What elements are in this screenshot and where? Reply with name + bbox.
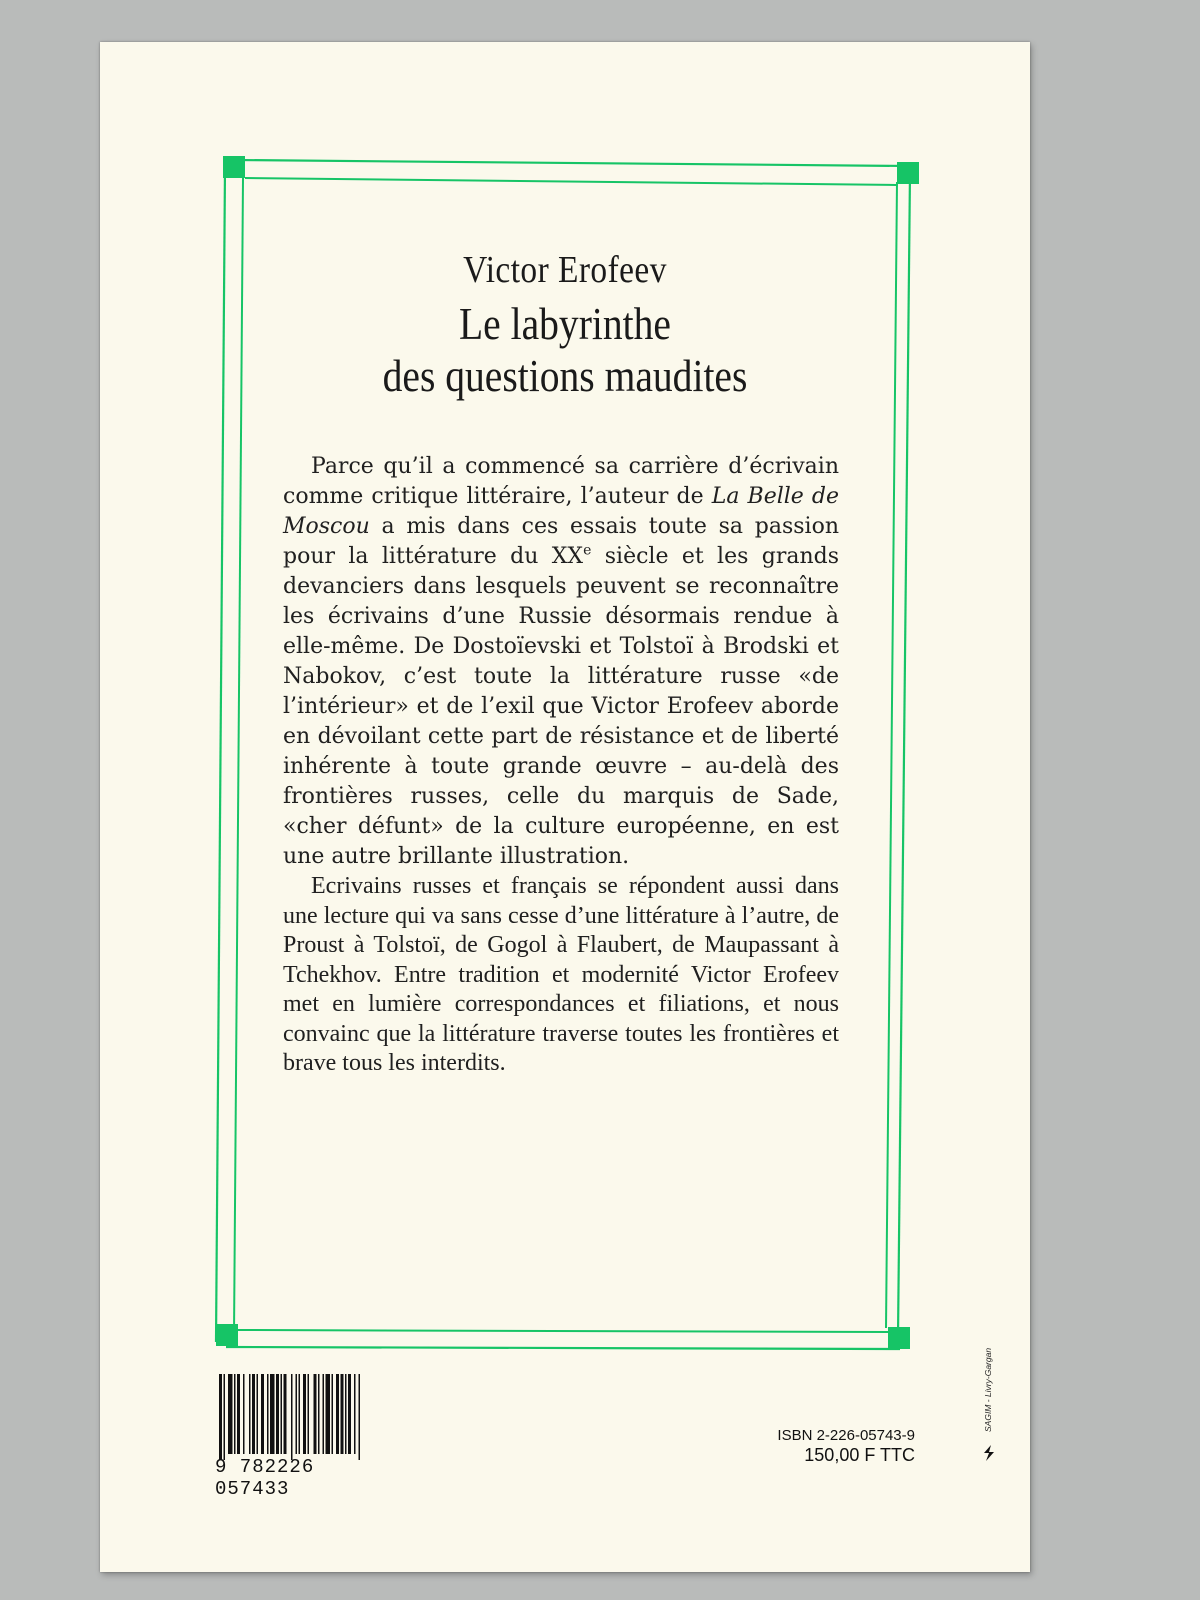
barcode-bar [234, 1374, 236, 1454]
barcode-bar [318, 1374, 320, 1454]
corner-square-top-right [897, 162, 919, 184]
blurb [283, 452, 839, 1079]
barcode-bar [303, 1374, 306, 1454]
barcode-bar [359, 1374, 361, 1460]
barcode-bar [243, 1374, 245, 1454]
frame-top-outer [236, 160, 908, 166]
barcode-bar [323, 1374, 325, 1454]
barcode-bar [252, 1374, 255, 1454]
barcode-bar [284, 1374, 287, 1454]
author-name: Victor Erofeev [463, 249, 667, 291]
frame-right-inner [886, 182, 897, 1328]
barcode-bar [326, 1374, 331, 1454]
corner-square-bottom-left [216, 1324, 238, 1346]
barcode-bar [267, 1374, 269, 1454]
barcode-bar [257, 1374, 259, 1454]
barcode-bars [215, 1372, 400, 1460]
corner-square-top-left [223, 156, 245, 178]
barcode-bar [291, 1374, 293, 1460]
blurb-p1-text-a: Parce qu’il a commencé sa carrière d’écrivain comme critique littéraire, l’auteur de [283, 454, 839, 509]
barcode-bar [336, 1374, 339, 1454]
barcode-bar [314, 1374, 317, 1454]
blurb-p1-superscript: e [583, 542, 592, 559]
book-back-cover [100, 42, 1030, 1572]
barcode-bar [308, 1374, 310, 1454]
barcode-bar [224, 1374, 226, 1460]
printer-logo-icon [982, 1444, 996, 1462]
price-block [777, 1427, 915, 1466]
blurb-p1-text-b: a mis dans ces essais toute sa passion pour la littérature du XX [283, 514, 839, 569]
barcode-bar [332, 1374, 334, 1454]
barcode-bar [219, 1374, 222, 1460]
blurb-paragraph-1 [283, 452, 839, 872]
frame-left-inner [234, 178, 243, 1334]
frame-right-outer [898, 172, 910, 1337]
barcode-bar [270, 1374, 275, 1454]
frame-top-inner [245, 178, 896, 185]
barcode-bar [228, 1374, 233, 1454]
barcode-bar [276, 1374, 279, 1454]
blurb-paragraph-2: Ecrivains russes et français se répondent aussi dans une lecture qui va sans cesse d’une littérature à l’autre, de Proust à Tolstoï, de Gogol à Flaubert, de Maupassant à Tchekhov. Entre tradition et modernité Victor Erofeev met en lumière correspondances et filiations, et nous convainc que la littérature traverse toutes les frontières et brave tous les interdits. [283, 873, 839, 1076]
isbn: ISBN 2-226-05743-9 [777, 1427, 915, 1444]
barcode-bar [296, 1374, 298, 1454]
title-block [250, 247, 880, 403]
barcode-bar [341, 1374, 344, 1454]
frame-left-outer [216, 167, 225, 1342]
barcode [215, 1372, 400, 1500]
corner-square-bottom-right [888, 1327, 910, 1349]
blurb-p1-italic-title: La Belle de Moscou [283, 484, 840, 539]
barcode-bar [261, 1374, 264, 1454]
frame-bottom-inner [238, 1330, 888, 1332]
book-title-line-1: Le labyrinthe [458, 298, 671, 349]
barcode-bar [237, 1374, 240, 1454]
book-title-line-2: des questions maudites [382, 350, 748, 401]
blurb-p1-text-c: siècle et les grands devanciers dans lesquels peuvent se reconnaître les écrivains d’une Russie désormais rendue à elle-même. De Dostoïevski et Tolstoï à Brodski et Nabokov, c’est toute la littérature russe «de l’intérieur» et de l’exil que Victor Erofeev aborde en dévoilant cette part de résistance et de liberté inhérente à toute grande œuvre – au-delà des frontières russes, celle du marquis de Sade, «cher défunt» de la culture européenne, en est une autre brillante illustration. [283, 544, 839, 869]
price: 150,00 F TTC [804, 1445, 915, 1465]
barcode-bar [345, 1374, 347, 1454]
printer-credit: SAGIM - Livry-Gargan [983, 1347, 993, 1432]
barcode-digits: 9 782226 057433 [215, 1456, 315, 1500]
barcode-bar [249, 1374, 251, 1454]
barcode-bar [281, 1374, 283, 1454]
barcode-bar [354, 1374, 356, 1454]
frame-bottom-outer [226, 1347, 900, 1349]
barcode-bar [348, 1374, 351, 1454]
barcode-bar [299, 1374, 301, 1454]
